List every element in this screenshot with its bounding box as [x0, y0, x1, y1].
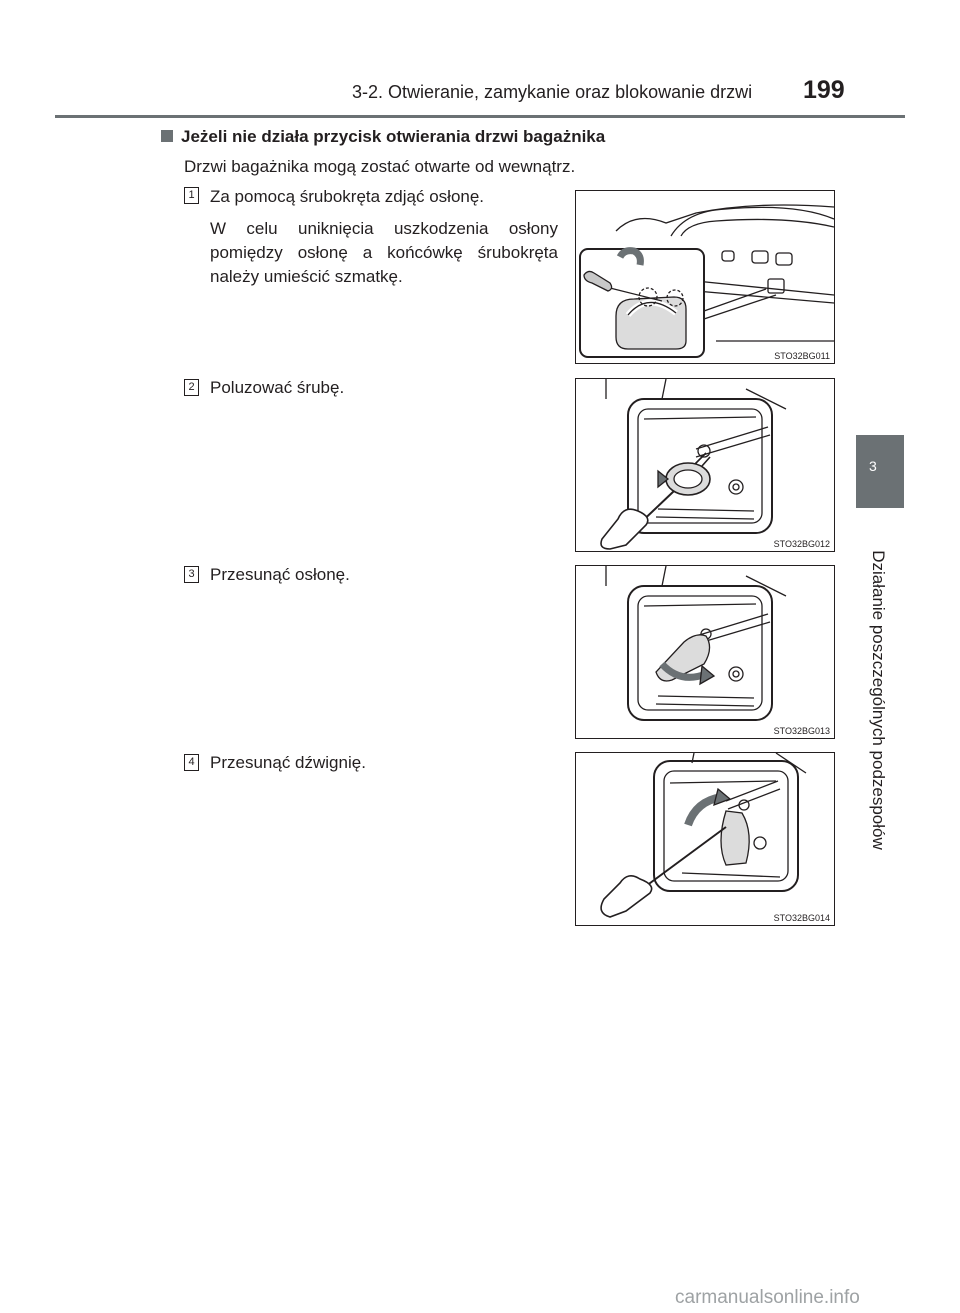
figure-code: STO32BG012: [773, 539, 830, 549]
step-number-2: 2: [184, 379, 199, 396]
step-number-1: 1: [184, 187, 199, 204]
figure-1-illustration: [576, 191, 834, 363]
page-number: 199: [803, 76, 845, 104]
figure-3-illustration: [576, 566, 834, 738]
step-1-note: W celu uniknięcia uszkodzenia osłony pomiędzy osłonę a końcówkę śrubokręta należy umieścić szmatkę.: [210, 219, 558, 286]
figure-move-lever: [575, 752, 835, 926]
step-4-text: Przesunąć dźwignię.: [210, 753, 366, 772]
step-1-text: Za pomocą śrubokręta zdjąć osłonę.: [210, 187, 485, 206]
figure-loosen-screw: [575, 378, 835, 552]
figure-2-illustration: [576, 379, 834, 551]
figure-code: STO32BG011: [774, 351, 830, 361]
watermark-text: carmanualsonline.info: [675, 1287, 860, 1308]
figure-slide-cover: [575, 565, 835, 739]
intro-text: Drzwi bagażnika mogą zostać otwarte od wewnątrz.: [184, 157, 576, 176]
header-rule: [55, 115, 905, 118]
figure-remove-cover: [575, 190, 835, 364]
step-number-3: 3: [184, 566, 199, 583]
step-number-4: 4: [184, 754, 199, 771]
step-2-text: Poluzować śrubę.: [210, 378, 345, 397]
figure-4-illustration: [576, 753, 834, 925]
chapter-side-label: Działanie poszczególnych podzespołów: [869, 550, 888, 850]
chapter-number: 3: [869, 458, 877, 474]
figure-code: STO32BG014: [773, 913, 830, 923]
section-heading-text: Jeżeli nie działa przycisk otwierania drzwi bagażnika: [181, 127, 606, 146]
square-bullet-icon: [161, 130, 173, 142]
step-3-text: Przesunąć osłonę.: [210, 565, 350, 584]
running-header-title: 3-2. Otwieranie, zamykanie oraz blokowanie drzwi: [352, 82, 753, 102]
section-heading: [161, 127, 605, 147]
figure-code: STO32BG013: [773, 726, 830, 736]
